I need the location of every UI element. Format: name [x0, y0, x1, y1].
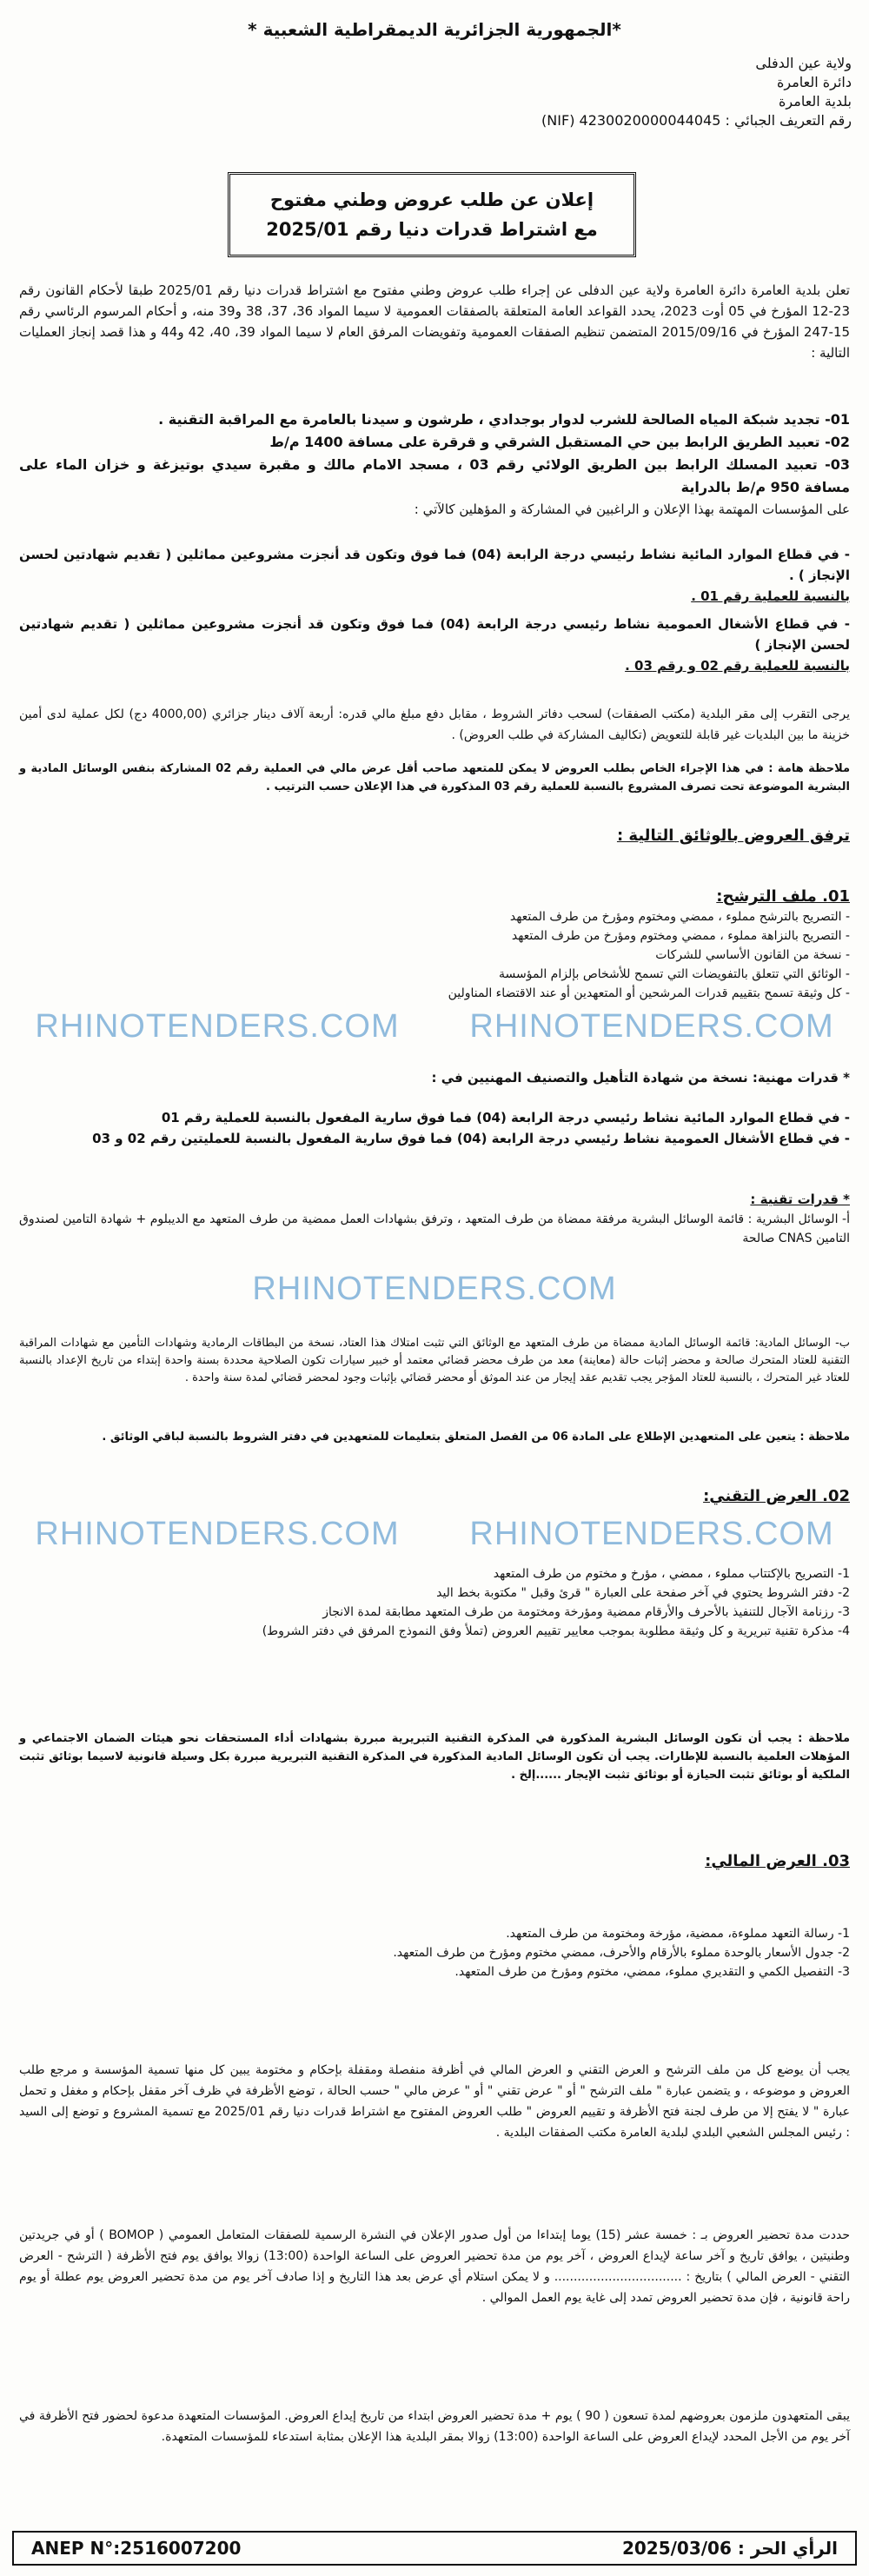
candidature-heading: 01. ملف الترشح: — [716, 887, 850, 906]
professional-heading: * قدرات مهنية: نسخة من شهادة التأهيل والتصنيف المهنيين في : — [431, 1070, 850, 1086]
watermark-text: RHINOTENDERS.COM — [35, 1008, 400, 1045]
list-item: 2- دفتر الشروط يحتوي في آخر صفحة على العبارة " قرئ وقبل " مكتوبة بخط اليد — [436, 1586, 850, 1600]
title-line-2: مع اشتراط قدرات دنيا رقم 2025/01 — [266, 219, 598, 240]
candidature-section — [19, 886, 850, 1003]
wilaya-line: ولاية عين الدفلى — [755, 55, 852, 71]
list-item: - نسخة من القانون الأساسي للشركات — [655, 948, 850, 962]
requirement-text: - في قطاع الموارد المائية نشاط رئيسي درجة الرابعة (04) فما فوق وتكون قد أنجزت مشروعين مماثلين ( تقديم شهادتين لحسن الإنجاز ) . — [19, 547, 850, 583]
note-documents: ملاحظة : يتعين على المتعهدين الإطلاع على المادة 06 من الفصل المتعلق بتعليمات للمتعهدين في دفتر الشروط بالنسبة لباقي الوثائق . — [102, 1431, 850, 1444]
professional-capacity — [19, 1067, 850, 1149]
list-item: - الوثائق التي تتعلق بالتفويضات التي تسمح للأشخاص بإلزام المؤسسة — [499, 967, 850, 981]
submission-paragraph: يجب أن يوضع كل من ملف الترشح و العرض التقني و العرض المالي في أظرفة منفصلة ومقفلة بإحكام و مختومة يبين كل منها تسمية المؤسسة و مرجع طلب العروض و موضوعه ، و يتضمن عبارة " ملف الترشح " أو " عرض تقني " أو " عرض مالي " حسب الحالة ، توضع الأظرفة في ظرف آخر مقفل بإحكام و مغفل و تحمل عبارة " لا يفتح إلا من طرف لجنة فتح الأظرفة و تقييم العروض " طلب العروض المفتوح مع اشتراط قدرات دنيا رقم 2025/01 مع تسمية المشروع و توضع إلى السيد : رئيس المجلس الشعبي البلدي لبلدية العامرة مكتب الصفقات البلدية . — [19, 2063, 850, 2140]
watermark-text: RHINOTENDERS.COM — [35, 1516, 400, 1552]
list-item: - التصريح بالنزاهة مملوء ، ممضي ومختوم ومؤرخ من طرف المتعهد — [511, 929, 850, 943]
financial-offer-heading: 03. العرض المالي: — [705, 1852, 850, 1870]
commune-line: بلدية العامرة — [779, 93, 852, 110]
newspaper-date: الرأي الحر : 2025/03/06 — [621, 2538, 838, 2559]
requirement-operation: بالنسبة للعملية رقم 01 . — [691, 588, 850, 604]
list-item: 4- مذكرة تقنية تبريرية و كل وثيقة مطلوبة بموجب معايير تقييم العروض (تملأ وفق النموذج المرفق في دفتر الشروط) — [262, 1624, 850, 1638]
list-item: - كل وثيقة تسمح بتقييم قدرات المرشحين أو المتعهدين أو عند الاقتضاء المناولين — [448, 986, 850, 1000]
watermark-text: RHINOTENDERS.COM — [469, 1008, 834, 1045]
technical-heading: * قدرات تقنية : — [750, 1192, 850, 1207]
professional-item: - في قطاع الأشغال العمومية نشاط رئيسي درجة الرابعة (04) فما فوق سارية المفعول بالنسبة للعمليتين رقم 02 و 03 — [92, 1131, 850, 1146]
withdraw-paragraph: يرجى التقرب إلى مقر البلدية (مكتب الصفقات) لسحب دفاتر الشروط ، مقابل دفع مبلغ مالي قدره: أربعة آلاف دينار جزائري (4000,00 دج) لكل عملية لدى أمين خزينة ما بين البلديات غير قابلة للتعويض (تكاليف المشاركة في طلب العروض) . — [19, 707, 850, 742]
note-important: ملاحظة هامة : في هذا الإجراء الخاص بطلب العروض لا يمكن للمتعهد صاحب أقل عرض مالي في العملية رقم 02 المشاركة بنفس الوسائل المادية و البشرية الموضوعة تحت تصرف المشروع بالنسبة للعملية رقم 03 المذكورة في هذا الإعلان حسب الترتيب . — [19, 762, 850, 793]
daira-line: دائرة العامرة — [776, 74, 852, 90]
technical-capacity — [19, 1189, 850, 1248]
requirement-water — [19, 544, 850, 607]
list-item: 2- جدول الأسعار بالوحدة مملوء بالأرقام والأحرف، ممضي مختوم ومؤرخ من طرف المتعهد. — [393, 1946, 850, 1960]
technical-offer-section — [19, 1486, 850, 1507]
list-item: 1- رسالة التعهد مملوءة، ممضية، مؤرخة ومختومة من طرف المتعهد. — [506, 1927, 850, 1941]
list-item: - التصريح بالترشح مملوء ، ممضي ومختوم ومؤرخ من طرف المتعهد — [509, 910, 850, 924]
duration-paragraph: حددت مدة تحضير العروض بـ : خمسة عشر (15) يوما إبتداءا من أول صدور الإعلان في النشرة الرسمية للصفقات المتعامل العمومي ( BOMOP ) أو في جريدتين وطنيتين ، يوافق تاريخ و آخر ساعة لإيداع العروض ، آخر يوم من مدة تحضير العروض على الساعة الواحدة (13:00) زوالا يوافق يوم فتح الأظرفة ( الترشح - العرض التقني - العرض المالي ) بتاريخ : ................................. و لا يمكن استلام أي عرض بعد هذا التاريخ و إذا صادف آخر يوم من مدة تحضير العروض يوم عطلة أو يوم راحة قانونية ، فإن مدة تحضير العروض تمدد إلى غاية يوم العمل الموالي . — [19, 2228, 850, 2305]
operation-item: 02- تعبيد الطريق الرابط بين حي المستقبل الشرقي و قرقرة على مسافة 1400 م/ط — [269, 434, 850, 450]
title-line-1: إعلان عن طلب عروض وطني مفتوح — [269, 189, 594, 210]
republic-heading: *الجمهورية الجزائرية الديمقراطية الشعبية * — [248, 19, 621, 40]
watermark-row — [0, 1271, 869, 1308]
list-item: 1- التصريح بالإكتتاب مملوء ، ممضي ، مؤرخ و مختوم من طرف المتعهد — [493, 1567, 850, 1581]
operation-item: 01- تجديد شبكة المياه الصالحة للشرب لدوار بوجدادي ، طرشون و سيدنا بالعامرة مع المراقبة التقنية . — [158, 411, 850, 428]
technical-offer-heading: 02. العرض التقني: — [703, 1487, 850, 1505]
technical-material: ب- الوسائل المادية: قائمة الوسائل المادية ممضاة من طرف المتعهد مع الوثائق التي تثبت امتلاك هذا العتاد، نسخة من البطاقات الرمادية وشهادات التأمين مع شهادات المراقبة التقنية للعتاد المتحرك صالحة و محضر إثبات حالة (معاينة) معد من طرف محضر قضائي معتمد أو خبير سيارات تكون الصلاحية محددة بسنة واحدة إبتداء من تاريخ الإعداد بالنسبة للعتاد غير المتحرك ، بالنسبة للعتاد المؤجر يجب تقديم عقد إيجار من عند الموثق أو محضر قضائي بإثبات وجود لمحضر قضائي لمدة سنة واحدة . — [19, 1337, 850, 1384]
financial-offer-list — [19, 1924, 850, 1982]
title-box — [228, 172, 636, 257]
professional-item: - في قطاع الموارد المائية نشاط رئيسي درجة الرابعة (04) فما فوق سارية المفعول بالنسبة للعملية رقم 01 — [161, 1110, 850, 1125]
watermark-row — [0, 1516, 869, 1553]
validity-paragraph: يبقى المتعهدون ملزمون بعروضهم لمدة تسعون ( 90 ) يوم + مدة تحضير العروض ابتداء من تاريخ إيداع العروض. المؤسسات المتعهدة مدعوة لحضور فتح الأظرفة في آخر يوم من الأجل المحدد لإيداع العروض على الساعة الواحدة (13:00) زوالا بمقر البلدية هذا الإعلان بمثابة استدعاء للمؤسسات المتعهدة. — [19, 2409, 850, 2444]
technical-offer-list — [19, 1564, 850, 1641]
eligibility-intro: على المؤسسات المهتمة بهذا الإعلان و الراغبين في المشاركة و المؤهلين كالآتي : — [414, 501, 850, 517]
list-item: 3- التفصيل الكمي و التقديري مملوء، ممضي، مختوم ومؤرخ من طرف المتعهد. — [454, 1965, 850, 1979]
footer-bar — [12, 2531, 857, 2566]
intro-paragraph: تعلن بلدية العامرة دائرة العامرة ولاية عين الدفلى عن إجراء طلب عروض وطني مفتوح مع اشتراط قدرات دنيا رقم 2025/01 طبقا لأحكام القانون رقم 23-12 المؤرخ في 05 أوت 2023، يحدد القواعد العامة المتعلقة بالصفقات العمومية لا سيما المواد 36، 37، 38 و39 منه، و أحكام المرسوم الرئاسي رقم 15-247 المؤرخ في 2015/09/16 المتضمن تنظيم الصفقات العمومية وتفويضات المرفق العام لا سيما المواد 39، 40، 42 و44 و هذا قصد إنجاز العمليات التالية : — [19, 282, 851, 361]
requirement-public-works — [19, 614, 850, 676]
operations-list — [19, 408, 850, 520]
technical-human: أ- الوسائل البشرية : قائمة الوسائل البشرية مرفقة ممضاة من طرف المتعهد ، وترفق بشهادات العمل ممضية من طرف المتعهد مع الديبلوم + شهادة التامين لصندوق التامين CNAS صالحة — [19, 1212, 850, 1245]
requirement-operation: بالنسبة للعملية رقم 02 و رقم 03 . — [625, 658, 850, 674]
note-means: ملاحظة : يجب أن تكون الوسائل البشرية المذكورة في المذكرة التقنية التبريرية مبررة بشهادات أداء المستحقات نحو هيئات الضمان الاجتماعي و المؤهلات العلمية بالنسبة للإطارات. يجب أن تكون الوسائل المادية المذكورة في المذكرة التقنية التبريرية مبررة بكل وسيلة قانونية لاسيما بوثائق تثبت الملكية أو بوثائق تثبت الحيازة أو بوثائق تثبت الإيجار ......إلخ . — [19, 1732, 850, 1782]
requirement-text: - في قطاع الأشغال العمومية نشاط رئيسي درجة الرابعة (04) فما فوق وتكون قد أنجزت مشروعين مماثلين ( تقديم شهادتين لحسن الإنجاز ) — [19, 616, 850, 653]
anep-number: ANEP N°:2516007200 — [31, 2538, 242, 2559]
watermark-text: RHINOTENDERS.COM — [469, 1516, 834, 1552]
watermark-row — [0, 1008, 869, 1046]
watermark-text: RHINOTENDERS.COM — [252, 1271, 617, 1307]
operation-item: 03- تعبيد المسلك الرابط بين الطريق الولائي رقم 03 ، مسجد الامام مالك و مقبرة سيدي بوتيزغة و خزان الماء على مسافة 950 م/ط بالدراية — [19, 456, 851, 495]
documents-heading: ترفق العروض بالوثائق التالية : — [616, 827, 850, 845]
issuer-block — [541, 54, 852, 130]
list-item: 3- رزنامة الآجال للتنفيذ بالأحرف والأرقام ممضية ومؤرخة ومختومة من طرف المتعهد مطابقة لمدة الانجاز — [322, 1605, 850, 1619]
nif-line: رقم التعريف الجبائي : 4230020000044045 (NIF) — [541, 112, 852, 129]
